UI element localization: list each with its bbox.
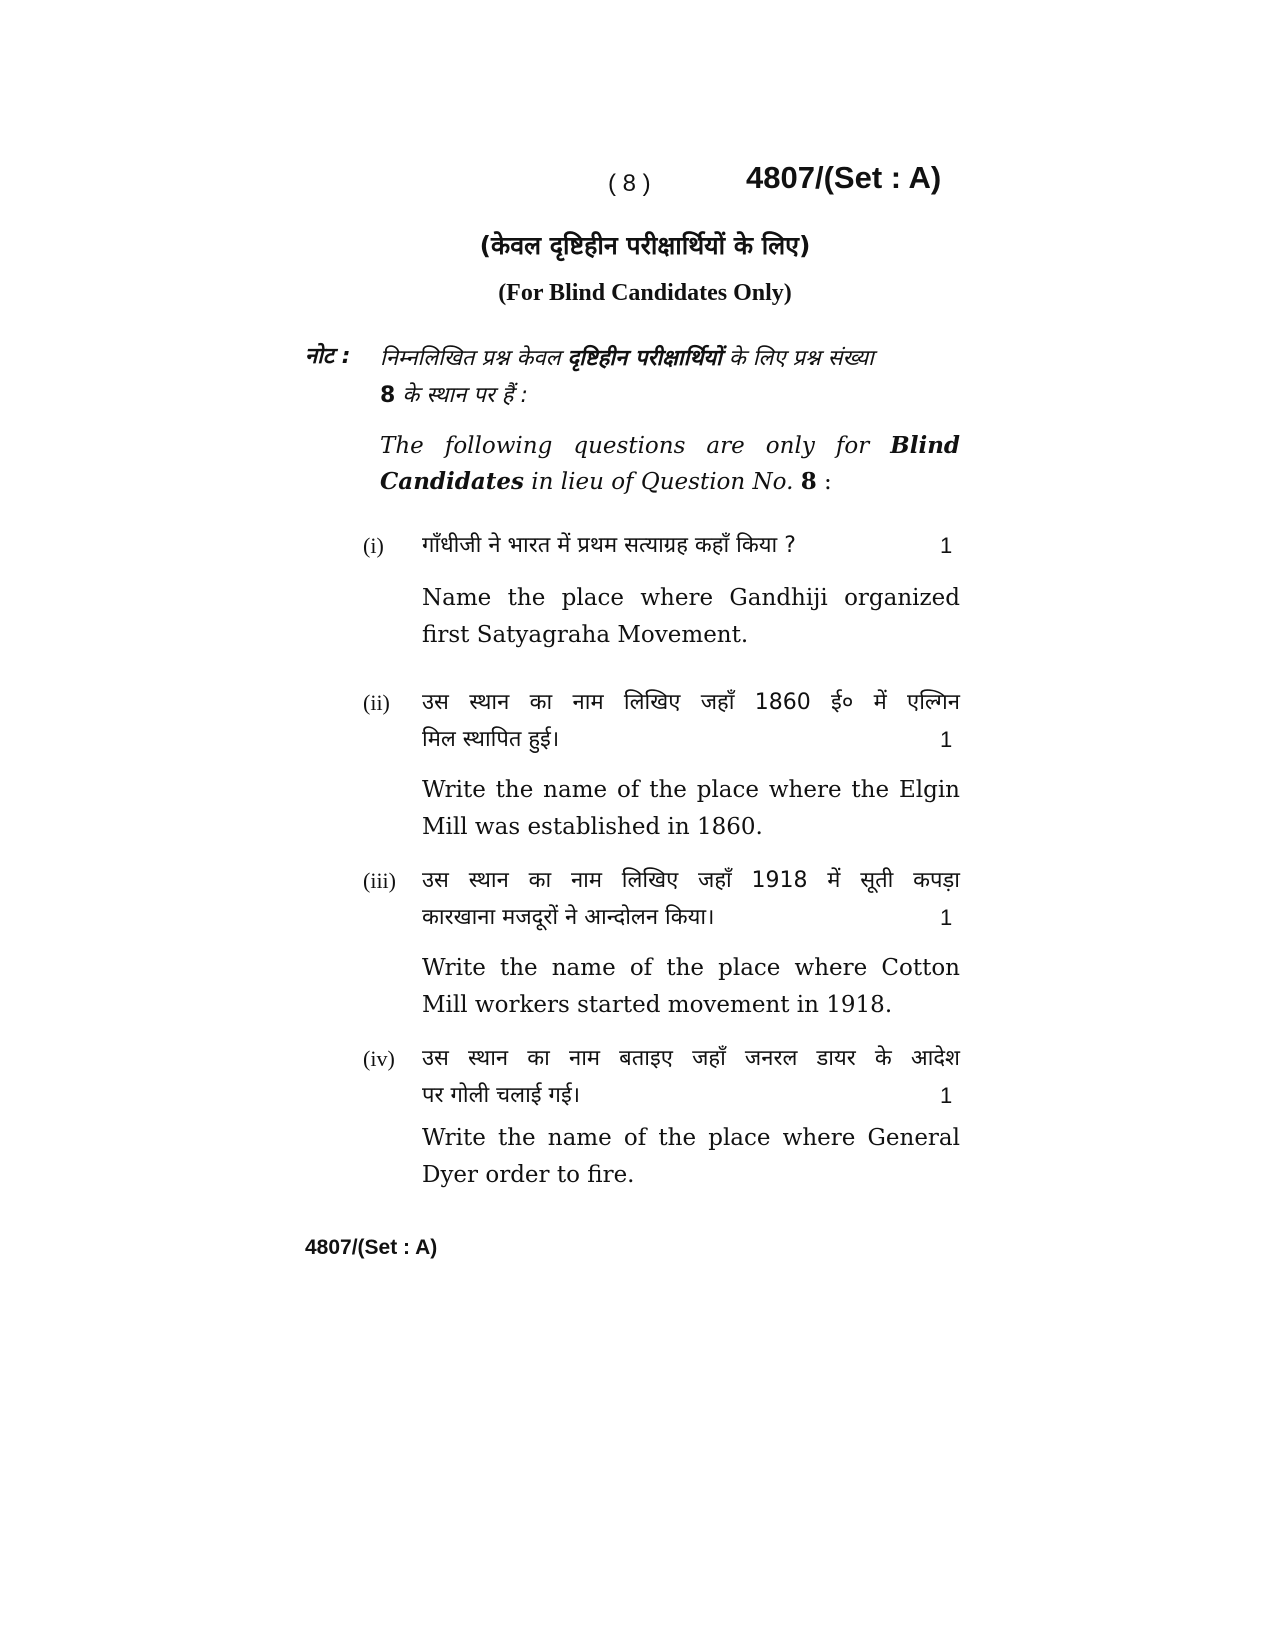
set-code-header: 4807/(Set : A) <box>746 160 942 195</box>
note-hindi <box>380 340 960 414</box>
question-marks: 1 <box>940 727 953 752</box>
page-number: ( 8 ) <box>608 170 651 197</box>
note-hindi-bold: दृष्टिहीन परीक्षार्थियों <box>567 346 722 371</box>
question-english: Write the name of the place where General Dyer order to fire. <box>422 1125 960 1188</box>
note-hindi-part3: के स्थान पर हैं : <box>402 383 528 408</box>
english-title: (For Blind Candidates Only) <box>498 280 792 306</box>
question-number: (iv) <box>363 1046 395 1071</box>
question-hindi-line: उस स्थान का नाम लिखिए जहाँ 1860 ई० में एल्गिन <box>422 690 960 715</box>
note-label: नोट : <box>305 344 351 369</box>
note-hindi-qnum: 8 <box>380 383 396 408</box>
question-english: Write the name of the place where Cotton Mill workers started movement in 1918. <box>422 955 960 1018</box>
question-hindi-line: कारखाना मजदूरों ने आन्दोलन किया। <box>422 905 715 930</box>
note-hindi-part2: के लिए प्रश्न संख्या <box>728 346 874 371</box>
note-english-colon: : <box>824 469 832 495</box>
question-hindi-line: मिल स्थापित हुई। <box>422 727 560 752</box>
question-hindi-line: गाँधीजी ने भारत में प्रथम सत्याग्रह कहाँ किया ? <box>422 533 796 558</box>
note-english-part1: The following questions are only for <box>380 433 870 459</box>
question-hindi-line: उस स्थान का नाम लिखिए जहाँ 1918 में सूती कपड़ा <box>422 868 960 893</box>
question-marks: 1 <box>940 1083 953 1108</box>
question-hindi-line: उस स्थान का नाम बताइए जहाँ जनरल डायर के आदेश <box>422 1046 960 1071</box>
question-marks: 1 <box>940 533 953 558</box>
question-number: (ii) <box>363 690 390 715</box>
note-hindi-part1: निम्नलिखित प्रश्न केवल <box>380 346 561 371</box>
note-english-part2: in lieu of Question No. <box>531 469 794 495</box>
question-number: (i) <box>363 533 384 558</box>
note-english <box>380 428 960 500</box>
note-english-bold: Blind Candidates <box>380 432 961 495</box>
hindi-title: (केवल दृष्टिहीन परीक्षार्थियों के लिए) <box>479 231 811 260</box>
question-marks: 1 <box>940 905 953 930</box>
note-english-qnum: 8 <box>800 468 817 495</box>
question-hindi-line: पर गोली चलाई गई। <box>422 1083 581 1108</box>
question-number: (iii) <box>363 868 396 893</box>
question-english: Write the name of the place where the Elgin Mill was established in 1860. <box>422 777 960 840</box>
set-code-footer: 4807/(Set : A) <box>305 1236 438 1259</box>
question-english: Name the place where Gandhiji organized first Satyagraha Movement. <box>422 585 960 648</box>
